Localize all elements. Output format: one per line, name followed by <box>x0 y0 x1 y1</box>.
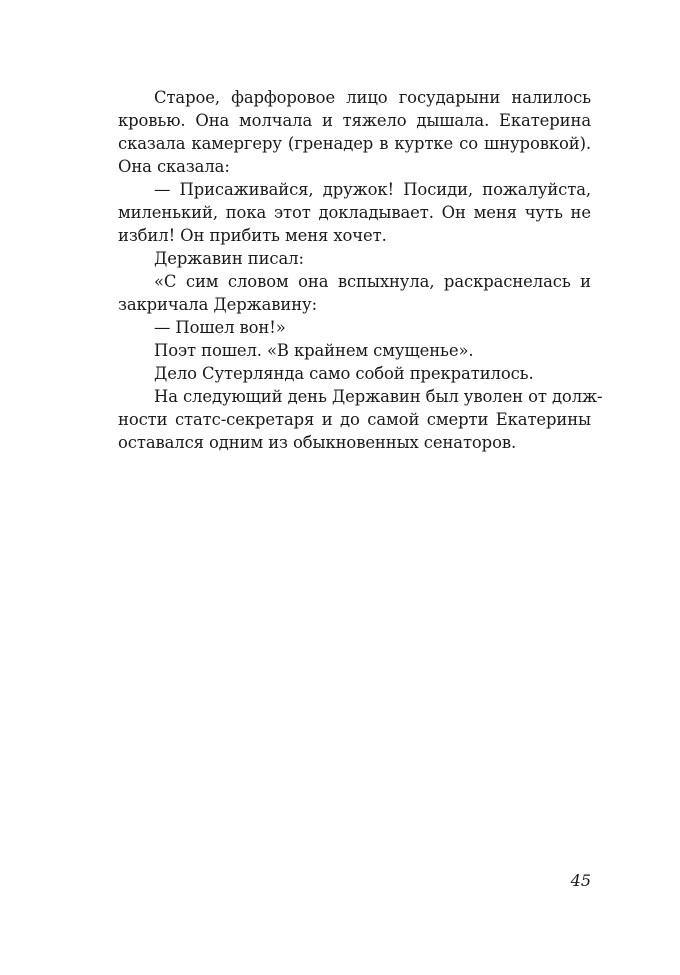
text-line: «С сим словом она вспыхнула, раскраснелась и <box>154 272 591 291</box>
text-line: Поэт пошел. «В крайнем смущенье». <box>154 341 474 360</box>
page-number: 45 <box>570 871 591 890</box>
text-line: ности статс-секретаря и до самой смерти Екатерины <box>118 410 591 429</box>
text-line: Державин писал: <box>154 249 304 268</box>
text-line: закричала Державину: <box>118 295 317 314</box>
body-text <box>118 86 603 454</box>
text-line: кровью. Она молчала и тяжело дышала. Екатерина <box>118 111 591 130</box>
text-line: — Присаживайся, дружок! Посиди, пожалуйста, <box>154 180 591 199</box>
text-line: миленький, пока этот докладывает. Он меня чуть не <box>118 203 591 222</box>
text-line: Старое, фарфоровое лицо государыни налилось <box>154 88 591 107</box>
text-line: избил! Он прибить меня хочет. <box>118 226 387 245</box>
text-line: оставался одним из обыкновенных сенаторов. <box>118 433 517 452</box>
text-line: — Пошел вон!» <box>154 318 286 337</box>
text-line: Она сказала: <box>118 157 230 176</box>
text-line: сказала камергеру (гренадер в куртке со шнуровкой). <box>118 134 591 153</box>
text-line: На следующий день Державин был уволен от долж- <box>154 387 603 406</box>
text-line: Дело Сутерлянда само собой прекратилось. <box>154 364 534 383</box>
